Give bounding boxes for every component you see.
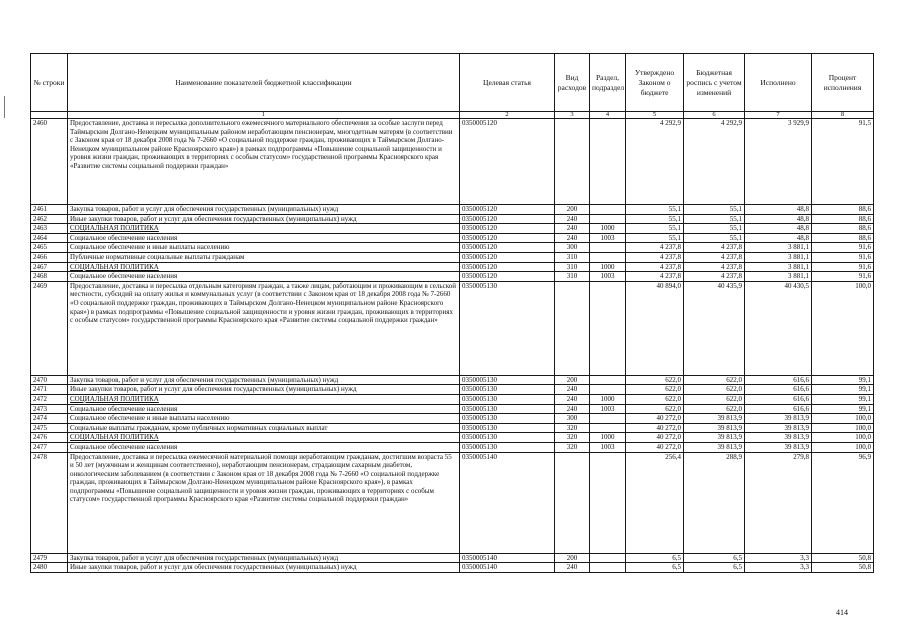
row-approved: 55,1 <box>626 224 684 234</box>
row-name: Социальные выплаты гражданам, кроме публичных нормативных социальных выплат <box>68 423 460 433</box>
column-number-row <box>31 112 874 119</box>
table-row <box>31 224 874 234</box>
row-executed: 3 881,1 <box>745 252 812 262</box>
table-row <box>31 233 874 243</box>
row-name: СОЦИАЛЬНАЯ ПОЛИТИКА <box>68 224 460 234</box>
row-target: 0350005140 <box>460 452 555 553</box>
row-percent: 91,5 <box>812 119 874 205</box>
row-section <box>590 252 626 262</box>
row-exp-type: 200 <box>555 553 590 563</box>
table-row <box>31 553 874 563</box>
row-name: Предоставление, доставка и пересылка дополнительного ежемесячного материального обеспечения за особые заслуги перед Таймырским Долгано-Ненецким муниципальным районом неработающим пенсионерам, многодетным матерям (в соответствии с Законом края от 18 декабря 2008 года № 7-2660 «О социальной поддержке граждан, проживающих в Таймырском Долгано-Ненецком муниципальном районе Красноярского края») в рамках подпрограммы «Повышение социальной защищенности и уровня жизни граждан, проживающих в территориях с особым статусом» государственной программы Красноярского края «Развитие системы социальной поддержки граждан» <box>68 119 460 205</box>
row-number: 2461 <box>31 205 68 215</box>
row-approved: 55,1 <box>626 214 684 224</box>
table-row <box>31 281 874 375</box>
row-name: Закупка товаров, работ и услуг для обеспечения государственных (муниципальных) нужд <box>68 553 460 563</box>
row-exp-type <box>555 281 590 375</box>
row-schedule: 55,1 <box>684 214 745 224</box>
row-exp-type <box>555 452 590 553</box>
column-number: 4 <box>590 112 626 119</box>
row-target: 0350005120 <box>460 205 555 215</box>
row-percent: 88,6 <box>812 214 874 224</box>
row-percent: 88,6 <box>812 233 874 243</box>
row-name: СОЦИАЛЬНАЯ ПОЛИТИКА <box>68 262 460 272</box>
row-exp-type: 240 <box>555 233 590 243</box>
row-approved: 4 237,8 <box>626 272 684 282</box>
table-row <box>31 433 874 443</box>
row-executed: 39 813,9 <box>745 433 812 443</box>
row-target: 0350005120 <box>460 262 555 272</box>
row-executed: 3,3 <box>745 563 812 573</box>
row-schedule: 6,5 <box>684 563 745 573</box>
row-percent: 91,6 <box>812 252 874 262</box>
header-section: Раздел, подраздел <box>590 54 626 112</box>
row-name: Социальное обеспечение и иные выплаты населению <box>68 414 460 424</box>
row-percent: 100,0 <box>812 414 874 424</box>
row-percent: 50,8 <box>812 563 874 573</box>
table-row <box>31 272 874 282</box>
row-section <box>590 119 626 205</box>
row-section: 1003 <box>590 233 626 243</box>
header-target: Целевая статья <box>460 54 555 112</box>
row-approved: 40 272,0 <box>626 433 684 443</box>
row-approved: 55,1 <box>626 205 684 215</box>
row-exp-type: 320 <box>555 442 590 452</box>
row-exp-type: 240 <box>555 394 590 404</box>
row-executed: 3 881,1 <box>745 262 812 272</box>
row-schedule: 39 813,9 <box>684 423 745 433</box>
row-exp-type: 320 <box>555 433 590 443</box>
row-executed: 3,3 <box>745 553 812 563</box>
row-number: 2466 <box>31 252 68 262</box>
row-name: Предоставление, доставка и пересылка отдельным категориям граждан, а также лицам, работающим и проживающим в сельской местности, субсидий на оплату жилья и коммунальных услуг (в соответствии с Законом края от 18 декабря 2008 года № 7-2660 «О социальной поддержке граждан, проживающих в Таймырском Долгано-Ненецком муниципальном районе Красноярского края») в рамках подпрограммы «Повышение социальной защищенности и уровня жизни граждан, проживающих в территориях с особым статусом» государственной программы Красноярского края «Развитие системы социальной поддержки граждан» <box>68 281 460 375</box>
row-section: 1003 <box>590 404 626 414</box>
row-number: 2465 <box>31 243 68 253</box>
row-section <box>590 385 626 395</box>
row-name: Социальное обеспечение населения <box>68 272 460 282</box>
header-executed: Исполнено <box>745 54 812 112</box>
row-exp-type: 240 <box>555 404 590 414</box>
row-section <box>590 214 626 224</box>
row-executed: 616,6 <box>745 385 812 395</box>
row-number: 2469 <box>31 281 68 375</box>
row-section <box>590 414 626 424</box>
row-exp-type: 310 <box>555 252 590 262</box>
row-number: 2475 <box>31 423 68 433</box>
column-number <box>31 112 68 119</box>
row-exp-type: 310 <box>555 272 590 282</box>
row-number: 2470 <box>31 375 68 385</box>
row-section <box>590 205 626 215</box>
row-executed: 3 881,1 <box>745 243 812 253</box>
row-exp-type: 240 <box>555 224 590 234</box>
header-approved: Утверждено Законом о бюджете <box>626 54 684 112</box>
row-approved: 40 894,0 <box>626 281 684 375</box>
row-name: СОЦИАЛЬНАЯ ПОЛИТИКА <box>68 394 460 404</box>
row-section <box>590 243 626 253</box>
row-target: 0350005120 <box>460 243 555 253</box>
row-target: 0350005130 <box>460 404 555 414</box>
row-executed: 39 813,9 <box>745 423 812 433</box>
row-approved: 622,0 <box>626 394 684 404</box>
row-executed: 48,8 <box>745 205 812 215</box>
row-approved: 4 237,8 <box>626 262 684 272</box>
row-percent: 96,9 <box>812 452 874 553</box>
table-body <box>31 112 874 573</box>
row-exp-type: 310 <box>555 262 590 272</box>
header-exp-type: Вид расходов <box>555 54 590 112</box>
table-row <box>31 385 874 395</box>
column-number: 3 <box>555 112 590 119</box>
row-number: 2472 <box>31 394 68 404</box>
header-percent: Процент исполнения <box>812 54 874 112</box>
row-exp-type: 320 <box>555 423 590 433</box>
row-number: 2476 <box>31 433 68 443</box>
row-schedule: 55,1 <box>684 224 745 234</box>
row-exp-type: 300 <box>555 243 590 253</box>
row-section <box>590 281 626 375</box>
table-row <box>31 442 874 452</box>
row-executed: 616,6 <box>745 375 812 385</box>
row-approved: 4 292,9 <box>626 119 684 205</box>
row-schedule: 4 237,8 <box>684 272 745 282</box>
margin-mark <box>4 96 5 118</box>
row-target: 0350005130 <box>460 394 555 404</box>
row-name: Закупка товаров, работ и услуг для обеспечения государственных (муниципальных) нужд <box>68 375 460 385</box>
table-row <box>31 423 874 433</box>
row-executed: 48,8 <box>745 233 812 243</box>
row-schedule: 55,1 <box>684 233 745 243</box>
row-target: 0350005130 <box>460 423 555 433</box>
row-name: Предоставление, доставка и пересылка ежемесячной материальной помощи неработающим гражданам, достигшим возраста 55 и 50 лет (мужчинам и женщинам соответственно), неработающим пенсионерам, страдающим сахарным диабетом, онкологическим заболеванием (в соответствии с Законом края от 18 декабря 2008 года № 7-2660 «О социальной поддержке граждан, проживающих в Таймырском Долгано-Ненецком муниципальном районе Красноярского края»), в рамках подпрограммы «Повышение социальной защищенности и уровня жизни граждан, проживающих в территориях с особым статусом» государственной программы Красноярского края «Развитие системы социальной поддержки граждан» <box>68 452 460 553</box>
table-row <box>31 205 874 215</box>
table-row <box>31 404 874 414</box>
row-section: 1003 <box>590 272 626 282</box>
row-section: 1000 <box>590 224 626 234</box>
row-name: СОЦИАЛЬНАЯ ПОЛИТИКА <box>68 433 460 443</box>
row-name: Закупка товаров, работ и услуг для обеспечения государственных (муниципальных) нужд <box>68 205 460 215</box>
row-schedule: 4 292,9 <box>684 119 745 205</box>
row-number: 2480 <box>31 563 68 573</box>
row-schedule: 288,9 <box>684 452 745 553</box>
row-percent: 100,0 <box>812 423 874 433</box>
row-name: Иные закупки товаров, работ и услуг для обеспечения государственных (муниципальных) нужд <box>68 563 460 573</box>
row-executed: 616,6 <box>745 404 812 414</box>
row-schedule: 622,0 <box>684 385 745 395</box>
row-percent: 88,6 <box>812 224 874 234</box>
row-executed: 39 813,9 <box>745 442 812 452</box>
row-target: 0350005120 <box>460 252 555 262</box>
row-executed: 616,6 <box>745 394 812 404</box>
row-percent: 99,1 <box>812 394 874 404</box>
row-name: Социальное обеспечение населения <box>68 404 460 414</box>
table-header <box>31 54 874 112</box>
row-exp-type: 240 <box>555 563 590 573</box>
row-schedule: 40 435,9 <box>684 281 745 375</box>
row-name: Социальное обеспечение населения <box>68 233 460 243</box>
column-number: 6 <box>684 112 745 119</box>
row-target: 0350005120 <box>460 224 555 234</box>
row-section <box>590 423 626 433</box>
table-row <box>31 375 874 385</box>
row-schedule: 4 237,8 <box>684 243 745 253</box>
row-percent: 91,6 <box>812 272 874 282</box>
row-name: Иные закупки товаров, работ и услуг для обеспечения государственных (муниципальных) нужд <box>68 385 460 395</box>
row-target: 0350005120 <box>460 233 555 243</box>
row-target: 0350005120 <box>460 272 555 282</box>
row-executed: 39 813,9 <box>745 414 812 424</box>
row-schedule: 4 237,8 <box>684 262 745 272</box>
row-approved: 6,5 <box>626 553 684 563</box>
row-section: 1000 <box>590 262 626 272</box>
row-schedule: 622,0 <box>684 375 745 385</box>
header-row-no: № строки <box>31 54 68 112</box>
row-exp-type: 240 <box>555 214 590 224</box>
table-row <box>31 414 874 424</box>
row-schedule: 6,5 <box>684 553 745 563</box>
header-name: Наименование показателей бюджетной классификации <box>68 54 460 112</box>
row-approved: 622,0 <box>626 375 684 385</box>
row-exp-type <box>555 119 590 205</box>
row-target: 0350005140 <box>460 553 555 563</box>
row-target: 0350005130 <box>460 385 555 395</box>
row-exp-type: 300 <box>555 414 590 424</box>
row-name: Социальное обеспечение и иные выплаты населению <box>68 243 460 253</box>
row-percent: 91,6 <box>812 262 874 272</box>
table-row <box>31 252 874 262</box>
column-number: 7 <box>745 112 812 119</box>
row-section <box>590 452 626 553</box>
row-target: 0350005120 <box>460 214 555 224</box>
row-approved: 40 272,0 <box>626 414 684 424</box>
row-approved: 622,0 <box>626 404 684 414</box>
row-name: Иные закупки товаров, работ и услуг для обеспечения государственных (муниципальных) нужд <box>68 214 460 224</box>
row-number: 2462 <box>31 214 68 224</box>
row-exp-type: 240 <box>555 385 590 395</box>
row-section: 1003 <box>590 442 626 452</box>
row-schedule: 39 813,9 <box>684 433 745 443</box>
row-target: 0350005130 <box>460 281 555 375</box>
row-schedule: 4 237,8 <box>684 252 745 262</box>
row-target: 0350005130 <box>460 414 555 424</box>
row-executed: 279,8 <box>745 452 812 553</box>
row-number: 2463 <box>31 224 68 234</box>
table-row <box>31 214 874 224</box>
row-number: 2474 <box>31 414 68 424</box>
row-exp-type: 200 <box>555 205 590 215</box>
column-number: 1 <box>68 112 460 119</box>
row-percent: 88,6 <box>812 205 874 215</box>
row-schedule: 622,0 <box>684 394 745 404</box>
table-row <box>31 452 874 553</box>
row-target: 0350005130 <box>460 433 555 443</box>
row-executed: 3 929,9 <box>745 119 812 205</box>
row-name: Социальное обеспечение населения <box>68 442 460 452</box>
row-percent: 100,0 <box>812 433 874 443</box>
row-section: 1000 <box>590 433 626 443</box>
row-approved: 4 237,8 <box>626 252 684 262</box>
row-percent: 99,1 <box>812 385 874 395</box>
row-approved: 256,4 <box>626 452 684 553</box>
row-percent: 99,1 <box>812 404 874 414</box>
header-schedule: Бюджетная роспись с учетом изменений <box>684 54 745 112</box>
table-row <box>31 394 874 404</box>
row-target: 0350005120 <box>460 119 555 205</box>
table-row <box>31 243 874 253</box>
row-schedule: 622,0 <box>684 404 745 414</box>
row-approved: 622,0 <box>626 385 684 395</box>
row-number: 2471 <box>31 385 68 395</box>
row-percent: 100,0 <box>812 281 874 375</box>
table-row <box>31 563 874 573</box>
row-name: Публичные нормативные социальные выплаты гражданам <box>68 252 460 262</box>
row-executed: 3 881,1 <box>745 272 812 282</box>
row-schedule: 39 813,9 <box>684 442 745 452</box>
row-target: 0350005130 <box>460 442 555 452</box>
row-executed: 40 430,5 <box>745 281 812 375</box>
row-number: 2464 <box>31 233 68 243</box>
row-number: 2467 <box>31 262 68 272</box>
row-target: 0350005140 <box>460 563 555 573</box>
table-row <box>31 119 874 205</box>
row-section <box>590 563 626 573</box>
row-exp-type: 200 <box>555 375 590 385</box>
row-number: 2479 <box>31 553 68 563</box>
row-section <box>590 553 626 563</box>
column-number: 2 <box>460 112 555 119</box>
row-executed: 48,8 <box>745 214 812 224</box>
row-target: 0350005130 <box>460 375 555 385</box>
row-executed: 48,8 <box>745 224 812 234</box>
page-number: 414 <box>836 608 848 617</box>
column-number: 8 <box>812 112 874 119</box>
row-number: 2477 <box>31 442 68 452</box>
budget-table <box>30 53 874 573</box>
row-approved: 55,1 <box>626 233 684 243</box>
row-number: 2478 <box>31 452 68 553</box>
row-approved: 40 272,0 <box>626 442 684 452</box>
row-section <box>590 375 626 385</box>
table-row <box>31 262 874 272</box>
row-number: 2473 <box>31 404 68 414</box>
row-approved: 4 237,8 <box>626 243 684 253</box>
row-schedule: 39 813,9 <box>684 414 745 424</box>
row-percent: 91,6 <box>812 243 874 253</box>
row-percent: 99,1 <box>812 375 874 385</box>
row-section: 1000 <box>590 394 626 404</box>
row-percent: 50,8 <box>812 553 874 563</box>
row-number: 2468 <box>31 272 68 282</box>
column-number: 5 <box>626 112 684 119</box>
row-approved: 6,5 <box>626 563 684 573</box>
row-number: 2460 <box>31 119 68 205</box>
row-approved: 40 272,0 <box>626 423 684 433</box>
row-schedule: 55,1 <box>684 205 745 215</box>
row-percent: 100,0 <box>812 442 874 452</box>
